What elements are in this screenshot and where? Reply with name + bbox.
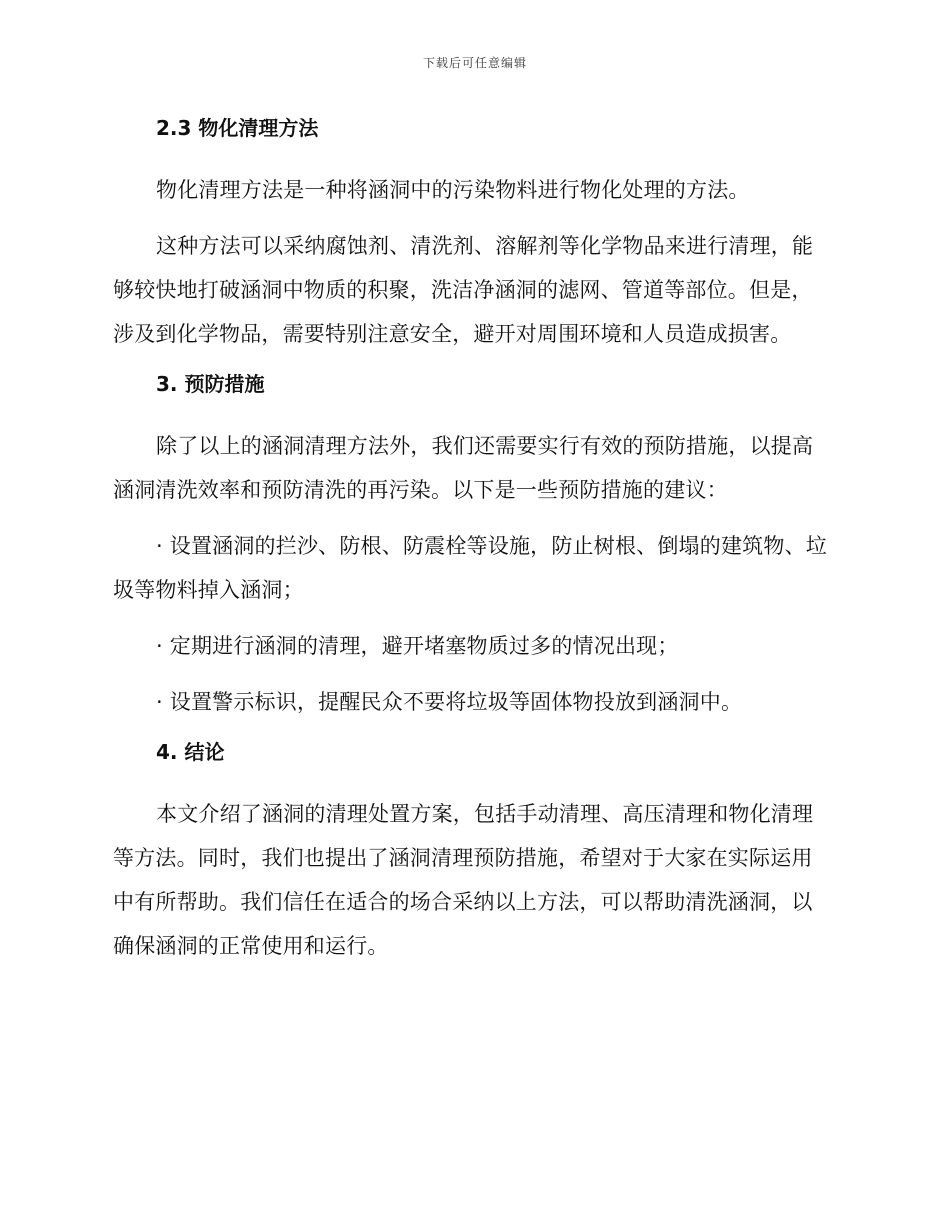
paragraph: 除了以上的涵洞清理方法外，我们还需要实行有效的预防措施，以提高涵洞清洗效率和预防清洗的再污染。以下是一些预防措施的建议： xyxy=(113,434,814,502)
section-heading-2-3: 2.3 物化清理方法 xyxy=(156,116,319,140)
paragraph: 这种方法可以采纳腐蚀剂、清洗剂、溶解剂等化学物品来进行清理，能够较快地打破涵洞中物质的积聚，洗洁净涵洞的滤网、管道等部位。但是，涉及到化学物品，需要特别注意安全，避开对周围环境和人员造成损害。 xyxy=(113,234,814,346)
bullet-item: · 定期进行涵洞的清理，避开堵塞物质过多的情况出现； xyxy=(156,634,679,658)
section-heading-3: 3. 预防措施 xyxy=(156,372,265,396)
paragraph: 本文介绍了涵洞的清理处置方案，包括手动清理、高压清理和物化清理等方法。同时，我们也提出了涵洞清理预防措施，希望对于大家在实际运用中有所帮助。我们信任在适合的场合采纳以上方法，可以帮助清洗涵洞，以确保涵洞的正常使用和运行。 xyxy=(113,802,814,958)
paragraph: 物化清理方法是一种将涵洞中的污染物料进行物化处理的方法。 xyxy=(156,178,750,202)
section-heading-4: 4. 结论 xyxy=(156,740,225,764)
page-header: 下载后可任意编辑 xyxy=(422,56,527,70)
bullet-item: · 设置警示标识，提醒民众不要将垃圾等固体物投放到涵洞中。 xyxy=(156,690,743,714)
document-body xyxy=(113,112,833,980)
bullet-item: · 设置涵洞的拦沙、防根、防震栓等设施，防止树根、倒塌的建筑物、垃圾等物料掉入涵洞； xyxy=(113,534,827,602)
